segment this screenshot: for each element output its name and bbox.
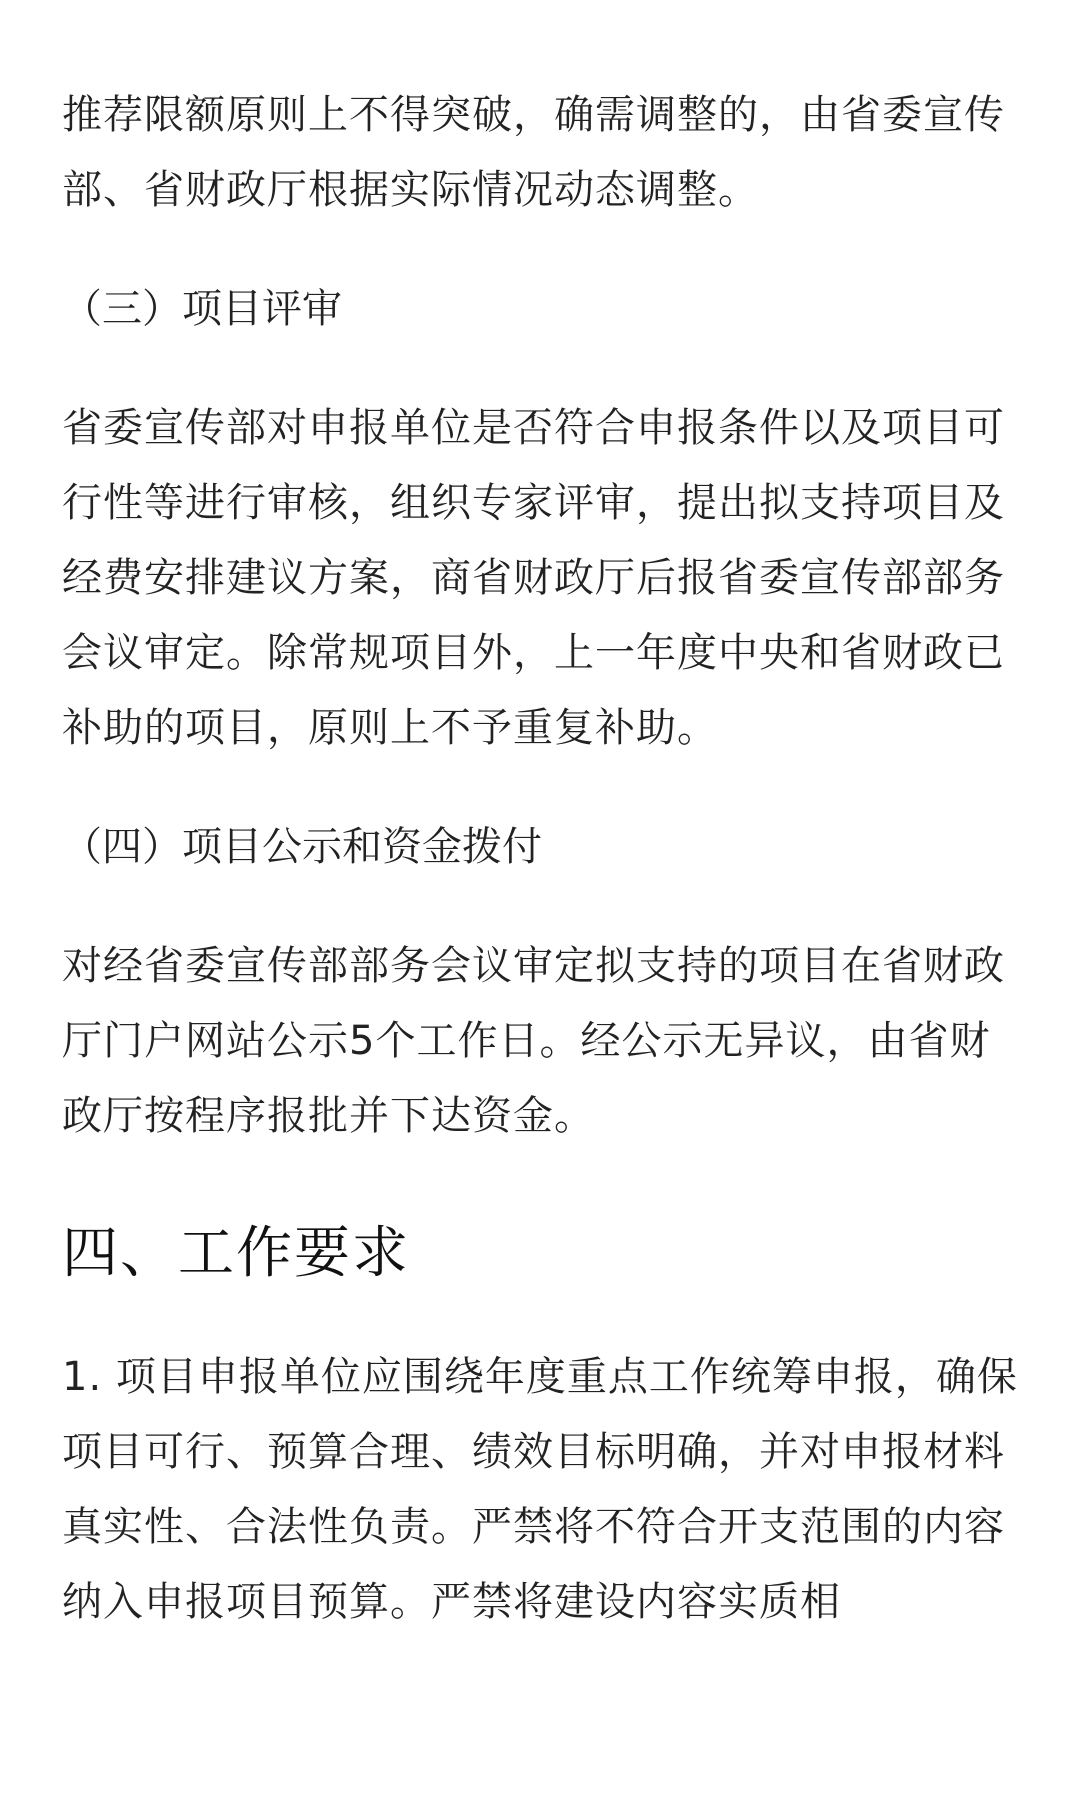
spacer xyxy=(62,885,1022,929)
paragraph-quota-adjustment: 推荐限额原则上不得突破，确需调整的，由省委宣传部、省财政厅根据实际情况动态调整。 xyxy=(62,92,1005,213)
spacer xyxy=(62,228,1022,272)
paragraph-requirement-1: 1. 项目申报单位应围绕年度重点工作统筹申报，确保项目可行、预算合理、绩效目标明确，并对申报材料真实性、合法性负责。严禁将不符合开支范围的内容纳入申报项目预算。严禁将建设内容实质相 xyxy=(62,1354,1018,1625)
paragraph-publicity: 对经省委宣传部部务会议审定拟支持的项目在省财政厅门户网站公示5个工作日。经公示无异议，由省财政厅按程序报批并下达资金。 xyxy=(62,943,1005,1139)
subheading-publicity-funding: （四）项目公示和资金拨付 xyxy=(62,824,542,870)
spacer xyxy=(62,1154,1022,1214)
spacer xyxy=(62,1294,1022,1340)
spacer xyxy=(62,766,1022,810)
subheading-project-review: （三）项目评审 xyxy=(62,286,342,332)
spacer xyxy=(62,347,1022,391)
section-title-work-requirements: 四、工作要求 xyxy=(62,1221,410,1286)
article-body xyxy=(62,78,1022,1640)
paragraph-review-process: 省委宣传部对申报单位是否符合申报条件以及项目可行性等进行审核，组织专家评审，提出拟支持项目及经费安排建议方案，商省财政厅后报省委宣传部部务会议审定。除常规项目外，上一年度中央和省财政已补助的项目，原则上不予重复补助。 xyxy=(62,405,1005,751)
